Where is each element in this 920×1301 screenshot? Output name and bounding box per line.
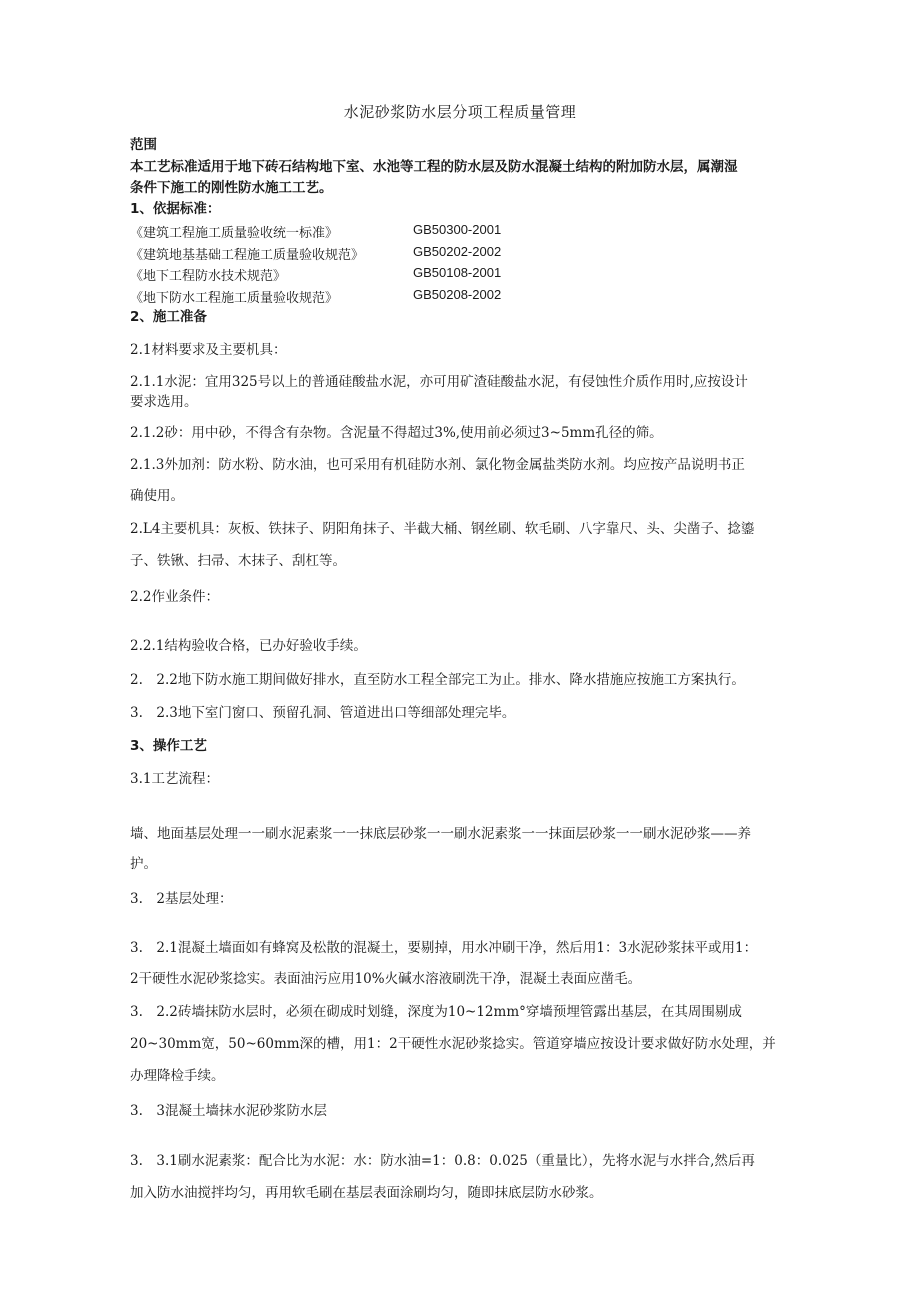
paragraph-3-2-2-line-2: 20~30mm宽，50~60mm深的槽，用1：2干硬性水泥砂浆捻实。管道穿墙应按设计要求做好防水处理，并 [130,1036,776,1052]
standard-name: 《地下防水工程施工质量验收规范》 [130,291,339,306]
paragraph-3-2-2-line-1: 3. 2.2砖墙抹防水层时，必须在砌成时划缝，深度为10~12mm°穿墙预埋管露出基层，在其周围剔成 [130,1004,742,1020]
paragraph-2-1-3-line-1: 2.1.3外加剂：防水粉、防水油，也可采用有机硅防水剂、氯化物金属盐类防水剂。均应按产品说明书正 [130,457,745,473]
scope-text-line-1: 本工艺标准适用于地下砖石结构地下室、水池等工程的防水层及防水混凝土结构的附加防水层，属潮湿 [130,159,738,175]
standard-row [0,287,920,307]
paragraph-3-2-1-line-1: 3. 2.1混凝土墙面如有蜂窝及松散的混凝土，要剔掉，用水冲刷干净，然后用1：3水泥砂浆抹平或用1： [130,940,758,956]
paragraph-2-1-1-line-1: 2.1.1水泥：宜用325号以上的普通硅酸盐水泥，亦可用矿渣硅酸盐水泥，有侵蚀性介质作用时,应按设计 [130,374,748,390]
standard-code: GB50300-2001 [413,222,502,237]
paragraph-3-2: 3. 2基层处理： [130,891,233,907]
paragraph-3-2-1-line-2: 2干硬性水泥砂浆捻实。表面油污应用10%火碱水溶液刷洗干净，混凝土表面应凿毛。 [130,971,642,987]
scope-heading: 范围 [130,137,157,153]
standard-name: 《地下工程防水技术规范》 [130,269,287,284]
process-flow-line-2: 护。 [130,856,157,872]
paragraph-2-1-4-line-1: 2.L4主要机具：灰板、铁抹子、阴阳角抹子、半截大桶、钢丝刷、软毛刷、八字靠尺、头、尖凿子、捻鎏 [130,521,755,537]
standard-name: 《建筑工程施工质量验收统一标准》 [130,226,339,241]
paragraph-3-1: 3.1工艺流程： [130,771,219,787]
standard-row [0,265,920,285]
process-flow-line-1: 墙、地面基层处理一一刷水泥素浆一一抹底层砂浆一一刷水泥素浆一一抹面层砂浆一一刷水泥砂浆——养 [130,826,751,842]
standard-code: GB50108-2001 [413,265,502,280]
standard-code: GB50208-2002 [413,287,502,302]
paragraph-2-2: 2.2作业条件： [130,589,219,605]
page-title: 水泥砂浆防水层分项工程质量管理 [343,103,577,121]
paragraph-3-3-1-line-2: 加入防水油搅拌均匀，再用软毛刷在基层表面涂刷均匀，随即抹底层防水砂浆。 [130,1185,603,1201]
paragraph-2-1-4-line-2: 子、铁锹、扫帚、木抹子、刮杠等。 [130,553,346,569]
standard-row [0,222,920,242]
section-2-heading: 2、施工准备 [130,309,207,325]
paragraph-2-1: 2.1材料要求及主要机具： [130,342,287,358]
standard-code: GB50202-2002 [413,244,502,259]
paragraph-2-1-1-line-2: 要求选用。 [130,394,198,410]
section-3-heading: 3、操作工艺 [130,738,207,754]
standard-name: 《建筑地基基础工程施工质量验收规范》 [130,248,365,263]
standard-row [0,244,920,264]
paragraph-3-3: 3. 3混凝土墙抹水泥砂浆防水层 [130,1103,327,1119]
paragraph-3-3-1-line-1: 3. 3.1刷水泥素浆：配合比为水泥：水：防水油=1：0.8：0.025（重量比），先将水泥与水拌合,然后再 [130,1153,755,1169]
section-1-heading: 1、依据标准： [130,201,221,217]
paragraph-2-2-2: 2. 2.2地下防水施工期间做好排水，直至防水工程全部完工为止。排水、降水措施应按施工方案执行。 [130,672,745,688]
paragraph-2-2-3: 3. 2.3地下室门窗口、预留孔洞、管道进出口等细部处理完毕。 [130,705,516,721]
paragraph-2-2-1: 2.2.1结构验收合格，已办好验收手续。 [130,638,367,654]
paragraph-2-1-3-line-2: 确使用。 [130,488,184,504]
paragraph-2-1-2: 2.1.2砂：用中砂，不得含有杂物。含泥量不得超过3%,使用前必须过3~5mm孔径的筛。 [130,425,663,441]
scope-text-line-2: 条件下施工的刚性防水施工工艺。 [130,180,333,196]
paragraph-3-2-2-line-3: 办理降检手续。 [130,1068,225,1084]
